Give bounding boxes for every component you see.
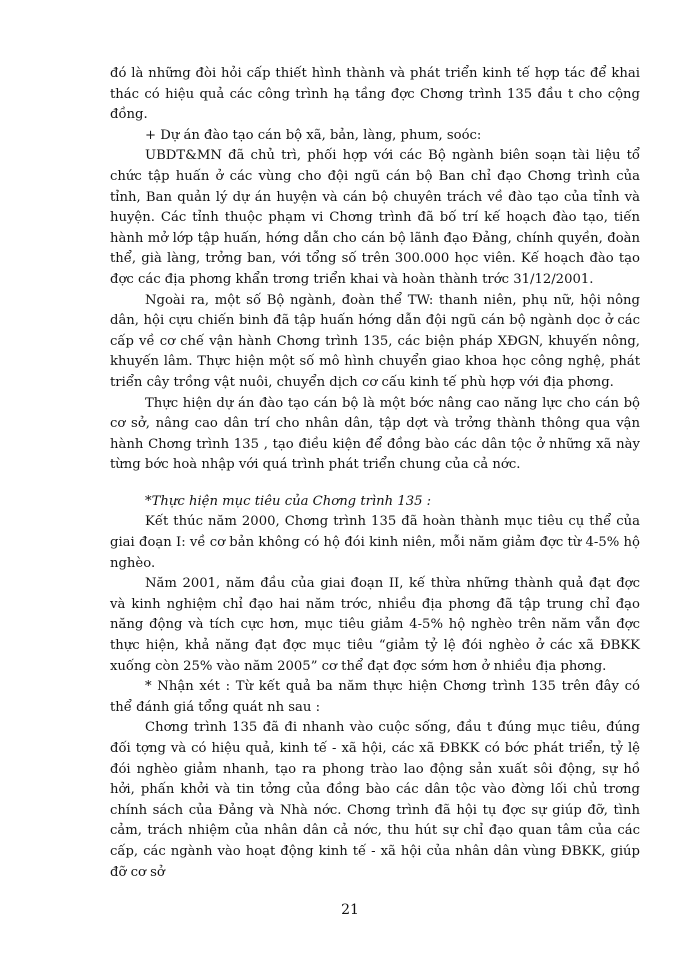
section-heading-remarks: * Nhận xét : Từ kết quả ba năm thực hiện Chơng trình 135 trên đây có thể đánh giá tổng quát nh sau : — [110, 679, 640, 715]
page-body — [110, 64, 640, 883]
section-heading-project: + Dự án đào tạo cán bộ xã, bản, làng, phum, soóc: — [145, 127, 482, 143]
paragraph: Chơng trình 135 đã đi nhanh vào cuộc sống, đầu t đúng mục tiêu, đúng đối tợng và có hiệu quả, kinh tế - xã hội, các xã ĐBKK có bớc phát triển, tỷ lệ đói nghèo giảm nhanh, tạo ra phong trào lao động sản xuất sôi động, sự hồ hởi, phấn khởi và tin tởng của đồng bào các dân tộc vào đờng lối chủ trơng chính sách của Đảng và Nhà nớc. Chơng trình đã hội tụ đợc sự giúp đỡ, tình cảm, trách nhiệm của nhân dân cả nớc, thu hút sự chỉ đạo quan tâm của các cấp, các ngành vào hoạt động kinh tế - xã hội của nhân dân vùng ĐBKK, giúp đỡ cơ sở — [110, 720, 640, 880]
paragraph: đó là những đòi hỏi cấp thiết hình thành và phát triển kinh tế hợp tác để khai thác có hiệu quả các công trình hạ tầng đợc Chơng trình 135 đầu t cho cộng đồng. — [110, 66, 640, 123]
paragraph: Kết thúc năm 2000, Chơng trình 135 đã hoàn thành mục tiêu cụ thể của giai đoạn I: về cơ bản không có hộ đói kinh niên, mỗi năm giảm đợc từ 4-5% hộ nghèo. — [110, 514, 640, 571]
section-heading-objectives: *Thực hiện mục tiêu của Chơng trình 135 : — [145, 493, 432, 509]
page-number: 21 — [341, 902, 359, 918]
paragraph: UBDT&MN đã chủ trì, phối hợp với các Bộ ngành biên soạn tài liệu tổ chức tập huấn ở các vùng cho đội ngũ cán bộ Ban chỉ đạo Chơng trình của tỉnh, Ban quản lý dự án huyện và cán bộ chuyên trách về đào tạo của tỉnh và huyện. Các tỉnh thuộc phạm vi Chơng trình đã bố trí kế hoạch đào tạo, tiến hành mở lớp tập huấn, hớng dẫn cho cán bộ lãnh đạo Đảng, chính quyền, đoàn thể, già làng, trởng ban, với tổng số trên 300.000 học viên. Kế hoạch đào tạo đợc các địa phơng khẩn trơng triển khai và hoàn thành trớc 31/12/2001. — [110, 148, 640, 287]
paragraph: Thực hiện dự án đào tạo cán bộ là một bớc nâng cao năng lực cho cán bộ cơ sở, nâng cao dân trí cho nhân dân, tập dợt và trởng thành thông qua vận hành Chơng trình 135 , tạo điều kiện để đồng bào các dân tộc ở những xã này từng bớc hoà nhập với quá trình phát triển chung của cả nớc. — [110, 395, 640, 473]
paragraph: Năm 2001, năm đầu của giai đoạn II, kế thừa những thành quả đạt đợc và kinh nghiệm chỉ đạo hai năm trớc, nhiều địa phơng đã tập trung chỉ đạo năng động và tích cực hơn, mục tiêu giảm 4-5% hộ nghèo trên năm vẫn đợc thực hiện, khả năng đạt đợc mục tiêu “giảm tỷ lệ đói nghèo ở các xã ĐBKK xuống còn 25% vào năm 2005” cơ thể đạt đợc sớm hơn ở nhiều địa phơng. — [110, 576, 640, 674]
paragraph: Ngoài ra, một số Bộ ngành, đoàn thể TW: thanh niên, phụ nữ, hội nông dân, hội cựu chiến binh đã tập huấn hớng dẫn đội ngũ cán bộ ngành dọc ở các cấp về cơ chế vận hành Chơng trình 135, các biện pháp XĐGN, khuyến nông, khuyến lâm. Thực hiện một số mô hình chuyển giao khoa học công nghệ, phát triển cây trồng vật nuôi, chuyển dịch cơ cấu kinh tế phù hợp với địa phơng. — [110, 292, 640, 390]
